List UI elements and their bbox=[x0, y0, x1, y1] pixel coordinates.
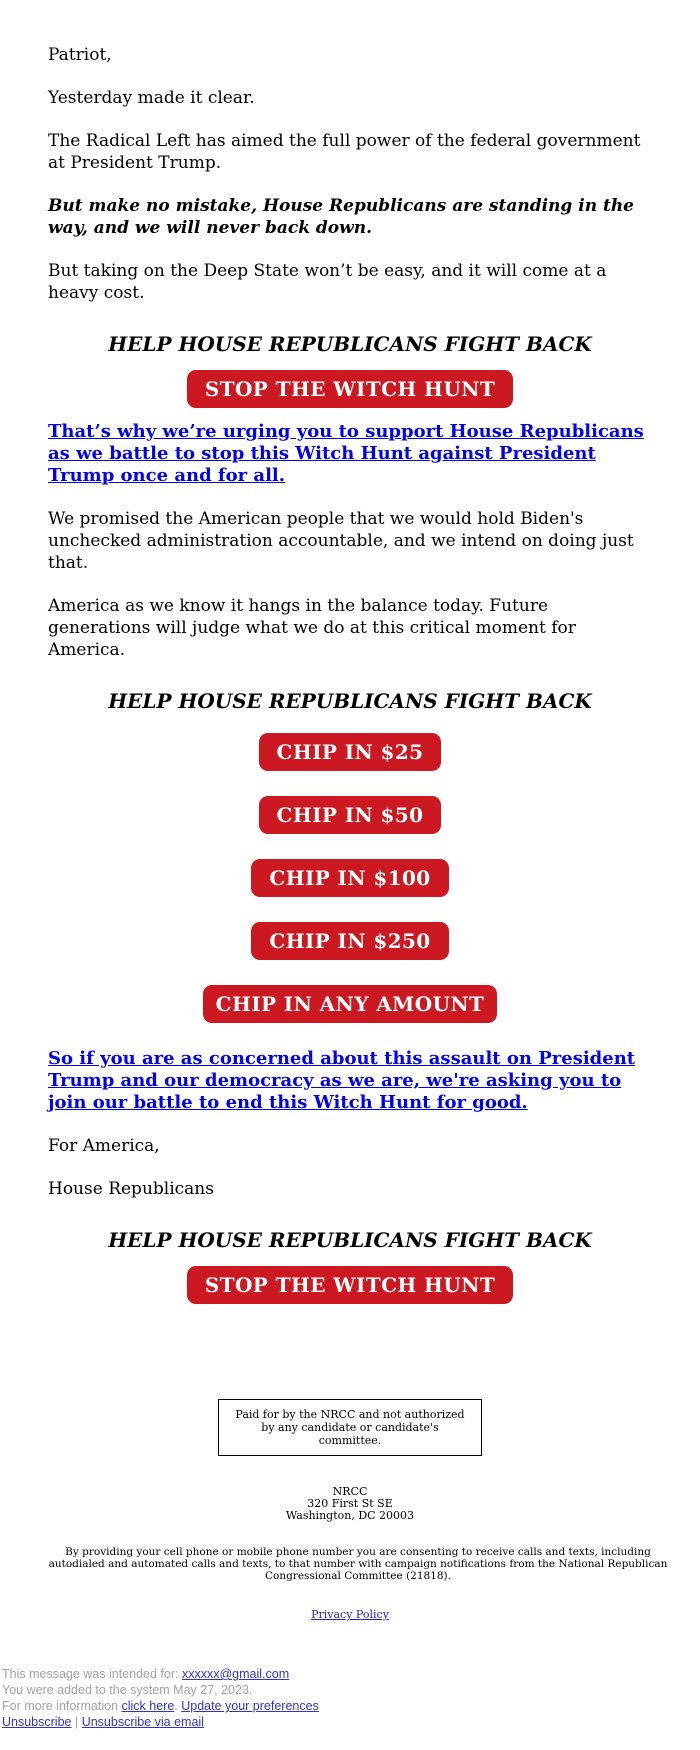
fight-back-heading: HELP HOUSE REPUBLICANS FIGHT BACK bbox=[108, 332, 592, 356]
privacy-policy-link[interactable]: Privacy Policy bbox=[311, 1608, 389, 1621]
no-mistake-paragraph: But make no mistake, House Republicans are standing in the way, and we will never back down. bbox=[48, 196, 635, 238]
privacy-policy-row bbox=[48, 1604, 652, 1626]
update-preferences-link[interactable]: Update your preferences bbox=[181, 1699, 319, 1713]
sms-consent-fine-print: By providing your cell phone or mobile phone number you are consenting to receive calls and texts, including autodialed and automated calls and texts, to that number with campaign notifications from the National Republican Congressional Committee (21818). bbox=[48, 1546, 668, 1582]
chip-in-any-amount-button-row bbox=[48, 985, 652, 1023]
click-here-link[interactable]: click here bbox=[121, 1699, 175, 1713]
clear-paragraph: Yesterday made it clear. bbox=[48, 88, 255, 108]
address-line-1: 320 First St SE bbox=[307, 1497, 393, 1510]
address-block bbox=[48, 1486, 652, 1522]
chip-in-250-button-row bbox=[48, 922, 652, 960]
recipient-email-link[interactable]: xxxxxx@gmail.com bbox=[181, 1667, 290, 1681]
chip-in-50-button-row bbox=[48, 796, 652, 834]
address-line-2: Washington, DC 20003 bbox=[285, 1509, 415, 1522]
deep-state-paragraph: But taking on the Deep State won’t be easy, and it will come at a heavy cost. bbox=[48, 261, 607, 303]
signature-paragraph: House Republicans bbox=[48, 1179, 214, 1199]
disclaimer-section bbox=[48, 1399, 652, 1456]
unsubscribe-divider: | bbox=[71, 1715, 82, 1729]
more-info-line bbox=[2, 1698, 700, 1714]
chip-in-100-button-row bbox=[48, 859, 652, 897]
balance-paragraph: America as we know it hangs in the balance today. Future generations will judge what we do at this critical moment for America. bbox=[48, 596, 576, 660]
stop-witch-hunt-button-row bbox=[48, 370, 652, 408]
more-info-separator: . bbox=[174, 1699, 182, 1713]
stop-witch-hunt-button[interactable]: STOP THE WITCH HUNT bbox=[187, 370, 513, 408]
chip-in-25-button[interactable]: CHIP IN $25 bbox=[259, 733, 442, 771]
concerned-join-link[interactable]: So if you are as concerned about this assault on President Trump and our democracy as we are, we're asking you to join our battle to end this Witch Hunt for good. bbox=[48, 1048, 636, 1113]
promised-paragraph: We promised the American people that we would hold Biden's unchecked administration accountable, and we intend on doing just that. bbox=[48, 509, 634, 573]
added-to-system-line: You were added to the system May 27, 2023. bbox=[2, 1683, 253, 1697]
greeting-paragraph: Patriot, bbox=[48, 45, 112, 65]
delivery-footer bbox=[0, 1666, 700, 1750]
fight-back-heading: HELP HOUSE REPUBLICANS FIGHT BACK bbox=[108, 1228, 592, 1252]
paid-for-disclaimer-box: Paid for by the NRCC and not authorized by any candidate or candidate's committee. bbox=[218, 1399, 482, 1456]
intended-for-line bbox=[2, 1666, 700, 1682]
unsubscribe-line bbox=[2, 1714, 700, 1730]
stop-witch-hunt-button-row-bottom bbox=[48, 1266, 652, 1304]
stop-witch-hunt-button[interactable]: STOP THE WITCH HUNT bbox=[187, 1266, 513, 1304]
for-america-paragraph: For America, bbox=[48, 1136, 160, 1156]
radical-left-paragraph: The Radical Left has aimed the full power of the federal government at President Trump. bbox=[48, 131, 641, 173]
chip-in-25-button-row bbox=[48, 733, 652, 771]
chip-in-250-button[interactable]: CHIP IN $250 bbox=[251, 922, 448, 960]
org-name: NRCC bbox=[332, 1485, 368, 1498]
chip-in-any-amount-button[interactable]: CHIP IN ANY AMOUNT bbox=[203, 985, 498, 1023]
chip-in-100-button[interactable]: CHIP IN $100 bbox=[251, 859, 448, 897]
fight-back-heading: HELP HOUSE REPUBLICANS FIGHT BACK bbox=[108, 689, 592, 713]
chip-in-50-button[interactable]: CHIP IN $50 bbox=[259, 796, 442, 834]
unsubscribe-via-email-link[interactable]: Unsubscribe via email bbox=[81, 1715, 204, 1729]
unsubscribe-link[interactable]: Unsubscribe bbox=[2, 1715, 72, 1729]
more-info-text: For more information bbox=[2, 1699, 122, 1713]
intended-for-text: This message was intended for: bbox=[2, 1667, 182, 1681]
urging-support-link[interactable]: That’s why we’re urging you to support House Republicans as we battle to stop this Witch Hunt against President Trump once and for all. bbox=[48, 421, 644, 486]
